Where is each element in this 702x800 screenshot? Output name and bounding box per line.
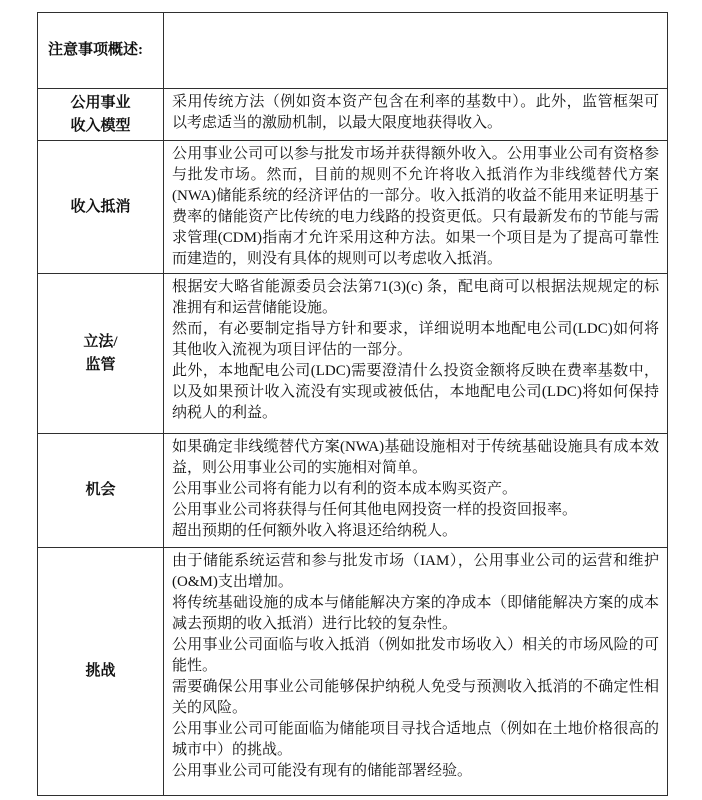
row-label-line: 挑战	[85, 663, 116, 679]
cell-paragraph: 超出预期的任何额外收入将退还给纳税人。	[172, 523, 458, 539]
row-body-opportunities	[164, 434, 668, 548]
table-row-opportunities	[38, 434, 668, 548]
cell-paragraph: 公用事业公司可以参与批发市场并获得额外收入。公用事业公司有资格参与批发市场。然而，目前的规则不允许将收入抵消作为非线缆替代方案(NWA)储能系统的经济评估的一部分。收入抵消的收益不能用来证明基于费率的储能资产比传统的电力线路的投资更低。只有最新发布的节能与需求管理(CDM)指南才允许采用这种方法。如果一个项目是为了提高可靠性而建造的，则没有具体的规则可以考虑收入抵消。	[172, 146, 659, 267]
row-body-challenges	[164, 548, 668, 796]
row-label-utility-revenue-model	[38, 89, 164, 141]
header-label: 注意事项概述:	[38, 13, 164, 89]
row-label-legislation-regulation	[38, 274, 164, 434]
row-body-revenue-offset	[164, 141, 668, 274]
cell-paragraph: 公用事业公司将有能力以有利的资本成本购买资产。	[172, 481, 518, 497]
table-row-utility-revenue-model	[38, 89, 668, 141]
cell-paragraph: 公用事业公司面临与收入抵消（例如批发市场收入）相关的市场风险的可能性。	[172, 637, 659, 674]
cell-paragraph: 公用事业公司将获得与任何其他电网投资一样的投资回报率。	[172, 502, 578, 518]
row-body-legislation-regulation	[164, 274, 668, 434]
row-label-line: 收入模型	[70, 117, 131, 134]
row-label-line: 收入抵消	[70, 198, 131, 215]
header-body-empty	[164, 13, 668, 89]
cell-paragraph: 根据安大略省能源委员会法第71(3)(c) 条，配电商可以根据法规规定的标准拥有和运营储能设施。	[172, 279, 659, 316]
cell-paragraph: 如果确定非线缆替代方案(NWA)基础设施相对于传统基础设施具有成本效益，则公用事业公司的实施相对简单。	[172, 439, 659, 476]
row-label-opportunities	[38, 434, 164, 548]
row-label-line: 机会	[85, 482, 116, 498]
cell-paragraph: 公用事业公司可能没有现有的储能部署经验。	[172, 763, 473, 779]
table-row-revenue-offset	[38, 141, 668, 274]
cell-paragraph: 采用传统方法（例如资本资产包含在利率的基数中）。此外，监管框架可以考虑适当的激励机制，以最大限度地获得收入。	[172, 94, 659, 131]
cell-paragraph: 公用事业公司可能面临为储能项目寻找合适地点（例如在土地价格很高的城市中）的挑战。	[172, 721, 659, 758]
table-row-challenges	[38, 548, 668, 796]
cell-paragraph: 由于储能系统运营和参与批发市场（IAM），公用事业公司的运营和维护(O&M)支出增加。	[172, 553, 659, 590]
cell-paragraph: 需要确保公用事业公司能够保护纳税人免受与预测收入抵消的不确定性相关的风险。	[172, 679, 659, 716]
table-row-legislation-regulation	[38, 274, 668, 434]
table-row-header	[38, 13, 668, 89]
row-label-challenges	[38, 548, 164, 796]
considerations-table	[37, 12, 668, 796]
row-label-line: 公用事业	[70, 94, 131, 111]
row-body-utility-revenue-model	[164, 89, 668, 141]
cell-paragraph: 此外，本地配电公司(LDC)需要澄清什么投资金额将反映在费率基数中，以及如果预计收入流没有实现或被低估，本地配电公司(LDC)将如何保持纳税人的利益。	[172, 363, 659, 421]
row-label-line: 立法/	[83, 333, 118, 350]
row-label-line: 监管	[85, 356, 116, 373]
cell-paragraph: 将传统基础设施的成本与储能解决方案的净成本（即储能解决方案的成本减去预期的收入抵消）进行比较的复杂性。	[172, 595, 659, 632]
row-label-revenue-offset	[38, 141, 164, 274]
cell-paragraph: 然而，有必要制定指导方针和要求，详细说明本地配电公司(LDC)如何将其他收入流视为项目评估的一部分。	[172, 321, 659, 358]
